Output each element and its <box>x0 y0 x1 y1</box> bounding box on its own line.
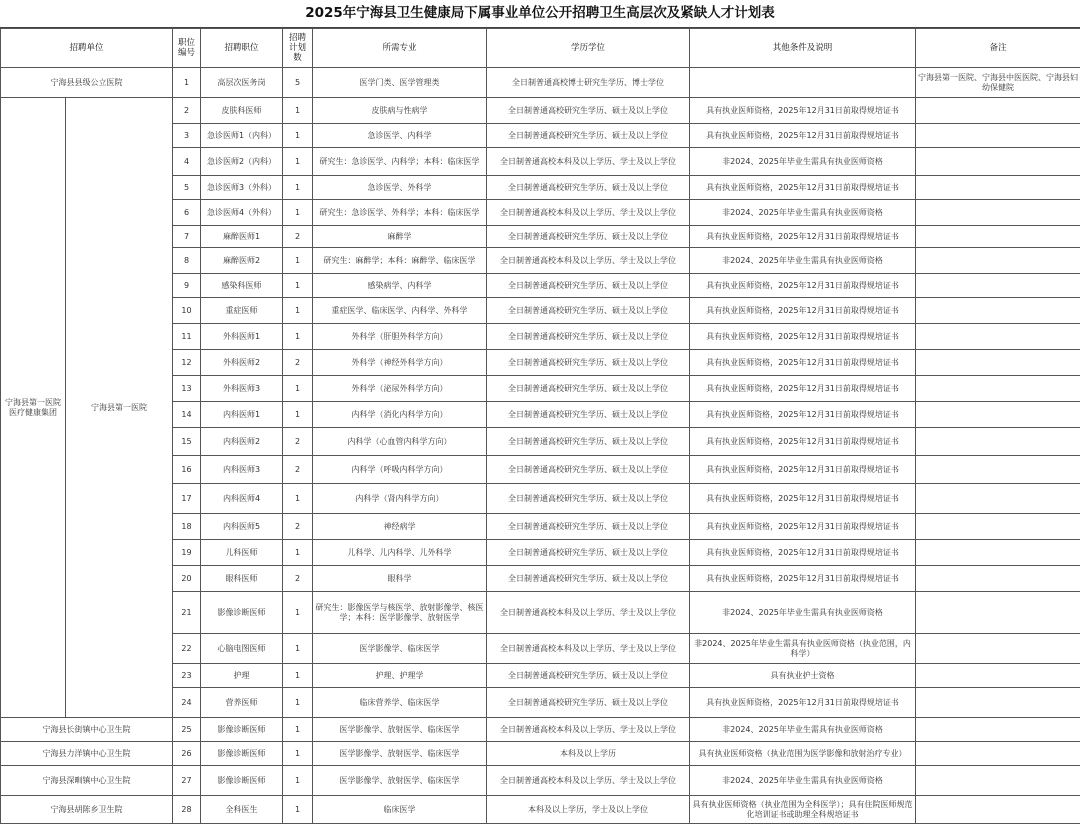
major-cell: 内科学（肾内科学方向） <box>313 484 487 514</box>
plan-count-cell: 1 <box>283 742 313 766</box>
conditions-cell: 非2024、2025年毕业生需具有执业医师资格 <box>690 248 916 274</box>
education-cell: 全日制普通高校研究生学历、硕士及以上学位 <box>487 540 690 566</box>
position-number-cell: 2 <box>173 98 201 124</box>
conditions-cell: 非2024、2025年毕业生需具有执业医师资格 <box>690 200 916 226</box>
education-cell: 全日制普通高校研究生学历、硕士及以上学位 <box>487 402 690 428</box>
position-name-cell: 内科医师1 <box>201 402 283 428</box>
conditions-cell: 具有执业医师资格，2025年12月31日前取得规培证书 <box>690 176 916 200</box>
position-number-cell: 27 <box>173 766 201 796</box>
education-cell: 全日制普通高校研究生学历、硕士及以上学位 <box>487 688 690 718</box>
conditions-cell: 具有执业医师资格，2025年12月31日前取得规培证书 <box>690 98 916 124</box>
unit-cell: 宁海县长街镇中心卫生院 <box>1 718 173 742</box>
table-row <box>1 766 1080 796</box>
education-cell: 全日制普通高校本科及以上学历、学士及以上学位 <box>487 200 690 226</box>
position-number-cell: 18 <box>173 514 201 540</box>
position-number-cell: 25 <box>173 718 201 742</box>
plan-count-cell: 1 <box>283 402 313 428</box>
conditions-cell: 非2024、2025年毕业生需具有执业医师资格 <box>690 592 916 634</box>
conditions-cell: 具有执业医师资格，2025年12月31日前取得规培证书 <box>690 376 916 402</box>
plan-count-cell: 1 <box>283 148 313 176</box>
position-number-cell: 13 <box>173 376 201 402</box>
header-row <box>1 29 1080 68</box>
remark-cell <box>916 664 1080 688</box>
remark-cell <box>916 200 1080 226</box>
header-count: 招聘计划数 <box>283 29 313 68</box>
table-row <box>1 718 1080 742</box>
position-number-cell: 11 <box>173 324 201 350</box>
education-cell: 全日制普通高校本科及以上学历、学士及以上学位 <box>487 634 690 664</box>
remark-cell <box>916 540 1080 566</box>
major-cell: 医学影像学、放射医学、临床医学 <box>313 718 487 742</box>
position-name-cell: 外科医师1 <box>201 324 283 350</box>
remark-cell <box>916 176 1080 200</box>
major-cell: 内科学（消化内科学方向） <box>313 402 487 428</box>
position-name-cell: 内科医师4 <box>201 484 283 514</box>
education-cell: 全日制普通高校本科及以上学历、学士及以上学位 <box>487 248 690 274</box>
position-name-cell: 急诊医师2（内科） <box>201 148 283 176</box>
position-name-cell: 影像诊断医师 <box>201 718 283 742</box>
education-cell: 全日制普通高校本科及以上学历、学士及以上学位 <box>487 148 690 176</box>
header-position: 招聘职位 <box>201 29 283 68</box>
position-name-cell: 麻醉医师2 <box>201 248 283 274</box>
remark-cell <box>916 718 1080 742</box>
position-name-cell: 内科医师3 <box>201 456 283 484</box>
major-cell: 外科学（泌尿外科学方向） <box>313 376 487 402</box>
position-number-cell: 12 <box>173 350 201 376</box>
conditions-cell: 具有执业医师资格，2025年12月31日前取得规培证书 <box>690 540 916 566</box>
unit-cell: 宁海县深甽镇中心卫生院 <box>1 766 173 796</box>
remark-cell <box>916 484 1080 514</box>
major-cell: 内科学（呼吸内科学方向） <box>313 456 487 484</box>
major-cell: 急诊医学、外科学 <box>313 176 487 200</box>
unit-cell: 宁海县胡陈乡卫生院 <box>1 796 173 824</box>
conditions-cell: 具有执业医师资格，2025年12月31日前取得规培证书 <box>690 514 916 540</box>
position-name-cell: 急诊医师3（外科） <box>201 176 283 200</box>
major-cell: 重症医学、临床医学、内科学、外科学 <box>313 298 487 324</box>
education-cell: 全日制普通高校研究生学历、硕士及以上学位 <box>487 456 690 484</box>
position-number-cell: 22 <box>173 634 201 664</box>
major-cell: 眼科学 <box>313 566 487 592</box>
plan-count-cell: 1 <box>283 718 313 742</box>
position-name-cell: 皮肤科医师 <box>201 98 283 124</box>
position-number-cell: 15 <box>173 428 201 456</box>
position-number-cell: 10 <box>173 298 201 324</box>
plan-count-cell: 1 <box>283 664 313 688</box>
conditions-cell: 非2024、2025年毕业生需具有执业医师资格（执业范围，内科学） <box>690 634 916 664</box>
plan-count-cell: 2 <box>283 566 313 592</box>
position-number-cell: 19 <box>173 540 201 566</box>
position-name-cell: 急诊医师1（内科） <box>201 124 283 148</box>
position-name-cell: 心脑电图医师 <box>201 634 283 664</box>
major-cell: 医学影像学、放射医学、临床医学 <box>313 742 487 766</box>
conditions-cell <box>690 68 916 98</box>
position-number-cell: 26 <box>173 742 201 766</box>
position-name-cell: 急诊医师4（外科） <box>201 200 283 226</box>
position-name-cell: 影像诊断医师 <box>201 592 283 634</box>
table-row <box>1 742 1080 766</box>
major-cell: 急诊医学、内科学 <box>313 124 487 148</box>
education-cell: 全日制普通高校研究生学历、硕士及以上学位 <box>487 298 690 324</box>
table-row <box>1 796 1080 824</box>
plan-count-cell: 1 <box>283 124 313 148</box>
major-cell: 研究生：急诊医学、外科学；本科：临床医学 <box>313 200 487 226</box>
position-number-cell: 16 <box>173 456 201 484</box>
plan-count-cell: 2 <box>283 350 313 376</box>
remark-cell <box>916 688 1080 718</box>
header-remark: 备注 <box>916 29 1080 68</box>
major-cell: 儿科学、儿内科学、儿外科学 <box>313 540 487 566</box>
plan-count-cell: 1 <box>283 200 313 226</box>
major-cell: 护理、护理学 <box>313 664 487 688</box>
plan-count-cell: 1 <box>283 592 313 634</box>
plan-count-cell: 1 <box>283 634 313 664</box>
page-title: 2025年宁海县卫生健康局下属事业单位公开招聘卫生高层次及紧缺人才计划表 <box>0 0 1080 28</box>
education-cell: 全日制普通高校本科及以上学历、学士及以上学位 <box>487 766 690 796</box>
conditions-cell: 具有执业医师资格，2025年12月31日前取得规培证书 <box>690 324 916 350</box>
position-number-cell: 3 <box>173 124 201 148</box>
plan-count-cell: 1 <box>283 540 313 566</box>
position-name-cell: 全科医生 <box>201 796 283 824</box>
position-name-cell: 内科医师2 <box>201 428 283 456</box>
remark-cell <box>916 514 1080 540</box>
position-name-cell: 高层次医务岗 <box>201 68 283 98</box>
conditions-cell: 具有执业医师资格，2025年12月31日前取得规培证书 <box>690 350 916 376</box>
position-name-cell: 内科医师5 <box>201 514 283 540</box>
position-number-cell: 8 <box>173 248 201 274</box>
conditions-cell: 非2024、2025年毕业生需具有执业医师资格 <box>690 718 916 742</box>
conditions-cell: 具有执业医师资格，2025年12月31日前取得规培证书 <box>690 484 916 514</box>
remark-cell <box>916 298 1080 324</box>
remark-cell <box>916 634 1080 664</box>
major-cell: 神经病学 <box>313 514 487 540</box>
conditions-cell: 具有执业医师资格，2025年12月31日前取得规培证书 <box>690 402 916 428</box>
education-cell: 全日制普通高校研究生学历、硕士及以上学位 <box>487 484 690 514</box>
major-cell: 感染病学、内科学 <box>313 274 487 298</box>
education-cell: 全日制普通高校研究生学历、硕士及以上学位 <box>487 124 690 148</box>
position-name-cell: 麻醉医师1 <box>201 226 283 248</box>
remark-cell <box>916 350 1080 376</box>
position-name-cell: 影像诊断医师 <box>201 742 283 766</box>
plan-count-cell: 1 <box>283 298 313 324</box>
education-cell: 全日制普通高校研究生学历、硕士及以上学位 <box>487 350 690 376</box>
education-cell: 全日制普通高校研究生学历、硕士及以上学位 <box>487 664 690 688</box>
remark-cell <box>916 456 1080 484</box>
header-major: 所需专业 <box>313 29 487 68</box>
conditions-cell: 具有执业医师资格，2025年12月31日前取得规培证书 <box>690 688 916 718</box>
plan-count-cell: 2 <box>283 428 313 456</box>
remark-cell <box>916 98 1080 124</box>
major-cell: 医学影像学、放射医学、临床医学 <box>313 766 487 796</box>
education-cell: 本科及以上学历 <box>487 742 690 766</box>
plan-count-cell: 1 <box>283 376 313 402</box>
remark-cell <box>916 766 1080 796</box>
sub-unit-cell: 宁海县第一医院 <box>66 98 173 718</box>
position-number-cell: 21 <box>173 592 201 634</box>
education-cell: 全日制普通高校研究生学历、硕士及以上学位 <box>487 98 690 124</box>
plan-count-cell: 2 <box>283 226 313 248</box>
remark-cell <box>916 402 1080 428</box>
major-cell: 外科学（神经外科学方向） <box>313 350 487 376</box>
position-number-cell: 17 <box>173 484 201 514</box>
remark-cell: 宁海县第一医院、宁海县中医医院、宁海县妇幼保健院 <box>916 68 1080 98</box>
major-cell: 内科学（心血管内科学方向） <box>313 428 487 456</box>
education-cell: 全日制普通高校本科及以上学历、学士及以上学位 <box>487 718 690 742</box>
major-cell: 研究生：影像医学与核医学、放射影像学、核医学；本科：医学影像学、放射医学 <box>313 592 487 634</box>
position-number-cell: 5 <box>173 176 201 200</box>
major-cell: 临床营养学、临床医学 <box>313 688 487 718</box>
plan-count-cell: 1 <box>283 274 313 298</box>
education-cell: 全日制普通高校研究生学历、硕士及以上学位 <box>487 324 690 350</box>
remark-cell <box>916 376 1080 402</box>
conditions-cell: 具有执业医师资格，2025年12月31日前取得规培证书 <box>690 124 916 148</box>
remark-cell <box>916 226 1080 248</box>
education-cell: 全日制普通高校博士研究生学历、博士学位 <box>487 68 690 98</box>
position-name-cell: 外科医师3 <box>201 376 283 402</box>
education-cell: 本科及以上学历，学士及以上学位 <box>487 796 690 824</box>
position-name-cell: 影像诊断医师 <box>201 766 283 796</box>
conditions-cell: 具有执业医师资格（执业范围为全科医学）；具有住院医师规范化培训证书或助理全科规培证书 <box>690 796 916 824</box>
position-name-cell: 营养医师 <box>201 688 283 718</box>
conditions-cell: 非2024、2025年毕业生需具有执业医师资格 <box>690 766 916 796</box>
conditions-cell: 具有执业医师资格，2025年12月31日前取得规培证书 <box>690 456 916 484</box>
remark-cell <box>916 428 1080 456</box>
table-row <box>1 98 1080 124</box>
major-cell: 研究生：麻醉学；本科：麻醉学、临床医学 <box>313 248 487 274</box>
plan-count-cell: 2 <box>283 456 313 484</box>
major-cell: 皮肤病与性病学 <box>313 98 487 124</box>
conditions-cell: 具有执业医师资格（执业范围为医学影像和放射治疗专业） <box>690 742 916 766</box>
major-cell: 研究生：急诊医学、内科学；本科：临床医学 <box>313 148 487 176</box>
remark-cell <box>916 324 1080 350</box>
education-cell: 全日制普通高校研究生学历、硕士及以上学位 <box>487 274 690 298</box>
conditions-cell: 具有执业护士资格 <box>690 664 916 688</box>
position-name-cell: 感染科医师 <box>201 274 283 298</box>
remark-cell <box>916 124 1080 148</box>
conditions-cell: 非2024、2025年毕业生需具有执业医师资格 <box>690 148 916 176</box>
header-unit: 招聘单位 <box>1 29 173 68</box>
group-unit-cell: 宁海县第一医院医疗健康集团 <box>1 98 66 718</box>
remark-cell <box>916 592 1080 634</box>
conditions-cell: 具有执业医师资格，2025年12月31日前取得规培证书 <box>690 298 916 324</box>
position-name-cell: 外科医师2 <box>201 350 283 376</box>
remark-cell <box>916 274 1080 298</box>
plan-count-cell: 1 <box>283 176 313 200</box>
plan-count-cell: 1 <box>283 766 313 796</box>
plan-count-cell: 2 <box>283 514 313 540</box>
recruitment-table <box>0 28 1080 824</box>
plan-count-cell: 1 <box>283 484 313 514</box>
education-cell: 全日制普通高校研究生学历、硕士及以上学位 <box>487 226 690 248</box>
table-row <box>1 68 1080 98</box>
header-conditions: 其他条件及说明 <box>690 29 916 68</box>
conditions-cell: 具有执业医师资格，2025年12月31日前取得规培证书 <box>690 274 916 298</box>
major-cell: 医学门类、医学管理类 <box>313 68 487 98</box>
remark-cell <box>916 566 1080 592</box>
education-cell: 全日制普通高校研究生学历、硕士及以上学位 <box>487 566 690 592</box>
position-number-cell: 24 <box>173 688 201 718</box>
plan-count-cell: 1 <box>283 688 313 718</box>
plan-count-cell: 5 <box>283 68 313 98</box>
conditions-cell: 具有执业医师资格，2025年12月31日前取得规培证书 <box>690 428 916 456</box>
position-name-cell: 儿科医师 <box>201 540 283 566</box>
position-name-cell: 护理 <box>201 664 283 688</box>
major-cell: 麻醉学 <box>313 226 487 248</box>
remark-cell <box>916 796 1080 824</box>
position-number-cell: 4 <box>173 148 201 176</box>
position-number-cell: 28 <box>173 796 201 824</box>
table-body <box>1 68 1080 824</box>
plan-count-cell: 1 <box>283 324 313 350</box>
position-number-cell: 7 <box>173 226 201 248</box>
position-name-cell: 眼科医师 <box>201 566 283 592</box>
unit-cell: 宁海县县级公立医院 <box>1 68 173 98</box>
unit-cell: 宁海县力洋镇中心卫生院 <box>1 742 173 766</box>
education-cell: 全日制普通高校本科及以上学历、学士及以上学位 <box>487 592 690 634</box>
plan-count-cell: 1 <box>283 98 313 124</box>
header-education: 学历学位 <box>487 29 690 68</box>
header-no: 职位编号 <box>173 29 201 68</box>
remark-cell <box>916 148 1080 176</box>
major-cell: 医学影像学、临床医学 <box>313 634 487 664</box>
remark-cell <box>916 742 1080 766</box>
major-cell: 外科学（肝胆外科学方向） <box>313 324 487 350</box>
education-cell: 全日制普通高校研究生学历、硕士及以上学位 <box>487 376 690 402</box>
position-number-cell: 9 <box>173 274 201 298</box>
position-number-cell: 6 <box>173 200 201 226</box>
conditions-cell: 具有执业医师资格，2025年12月31日前取得规培证书 <box>690 566 916 592</box>
education-cell: 全日制普通高校研究生学历、硕士及以上学位 <box>487 176 690 200</box>
position-number-cell: 14 <box>173 402 201 428</box>
major-cell: 临床医学 <box>313 796 487 824</box>
position-number-cell: 1 <box>173 68 201 98</box>
remark-cell <box>916 248 1080 274</box>
position-number-cell: 20 <box>173 566 201 592</box>
conditions-cell: 具有执业医师资格，2025年12月31日前取得规培证书 <box>690 226 916 248</box>
education-cell: 全日制普通高校研究生学历、硕士及以上学位 <box>487 428 690 456</box>
position-name-cell: 重症医师 <box>201 298 283 324</box>
position-number-cell: 23 <box>173 664 201 688</box>
plan-count-cell: 1 <box>283 248 313 274</box>
education-cell: 全日制普通高校研究生学历、硕士及以上学位 <box>487 514 690 540</box>
plan-count-cell: 1 <box>283 796 313 824</box>
